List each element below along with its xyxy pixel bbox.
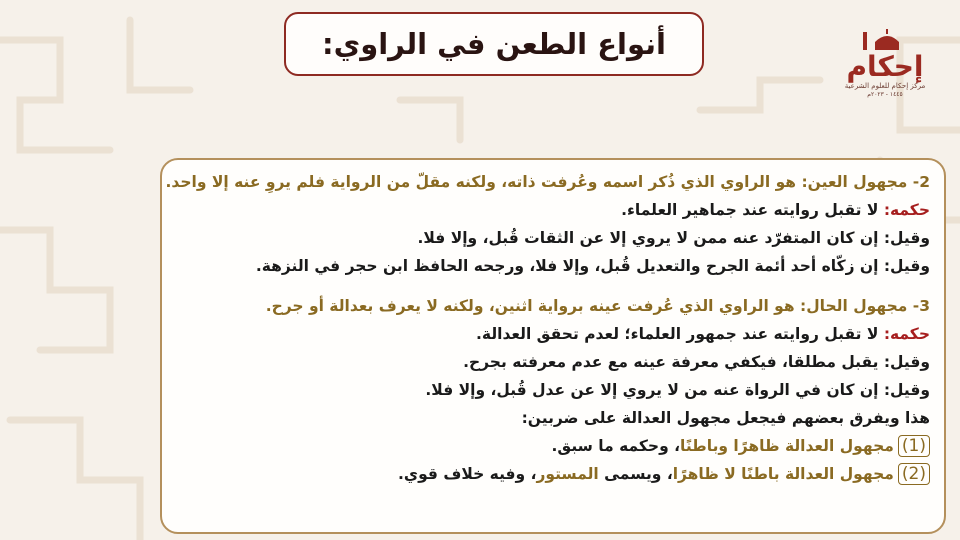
item-number: (1) xyxy=(898,435,930,457)
item-highlight: مجهول العدالة ظاهرًا وباطنًا xyxy=(680,437,894,455)
section-2-opinion-2: وقيل: إن زكّاه أحد أئمة الجرح والتعديل قُبل، وإلا فلا، ورجحه الحافظ ابن حجر في النزهة. xyxy=(255,257,930,275)
ruling-label: حكمه: xyxy=(883,201,930,219)
title-banner xyxy=(284,12,704,76)
list-item-1 xyxy=(176,432,930,460)
logo xyxy=(843,28,938,98)
item-text: ، وحكمه ما سبق. xyxy=(551,437,681,455)
section-3-split-intro: هذا ويفرق بعضهم فيجعل مجهول العدالة على ضربين: xyxy=(521,409,930,427)
section-2-opinion-1: وقيل: إن كان المتفرّد عنه ممن لا يروي إلا عن الثقات قُبل، وإلا فلا. xyxy=(417,229,930,247)
item-term: المستور xyxy=(536,465,599,483)
logo-year: ١٤٤٥ - ٢٠٢٣م xyxy=(867,91,903,98)
ruling-text: لا تقبل روايته عند جماهير العلماء. xyxy=(621,201,884,219)
ruling-label: حكمه: xyxy=(883,325,930,343)
item-highlight: مجهول العدالة باطنًا لا ظاهرًا xyxy=(672,465,894,483)
mosque-dome-icon xyxy=(851,28,921,52)
logo-subtitle: مركز إحكام للعلوم الشرعية xyxy=(844,82,926,90)
item-text: ، وفيه خلاف قوي. xyxy=(397,465,537,483)
section-3-ruling xyxy=(176,320,930,348)
section-2-heading: 2- مجهول العين: هو الراوي الذي ذُكر اسمه وعُرفت ذاته، ولكنه مقلّ من الرواية فلم يروِ عنه إلا واحد. xyxy=(165,173,930,191)
ruling-text: لا تقبل روايته عند جمهور العلماء؛ لعدم تحقق العدالة. xyxy=(476,325,884,343)
section-3-heading: 3- مجهول الحال: هو الراوي الذي عُرفت عينه برواية اثنين، ولكنه لا يعرف بعدالة أو جرح. xyxy=(265,297,930,315)
section-3-opinion-1: وقيل: يقبل مطلقا، فيكفي معرفة عينه مع عدم معرفته بجرح. xyxy=(463,353,930,371)
item-number: (2) xyxy=(898,463,930,485)
section-2-ruling xyxy=(176,196,930,224)
content-panel xyxy=(160,158,946,534)
list-item-2 xyxy=(176,460,930,488)
logo-name: إحكام xyxy=(846,50,924,83)
section-3-opinion-2: وقيل: إن كان في الرواة عنه من لا يروي إلا عن عدل قُبل، وإلا فلا. xyxy=(425,381,930,399)
item-text: ، ويسمى xyxy=(598,465,673,483)
page-title: أنواع الطعن في الراوي: xyxy=(322,27,666,61)
